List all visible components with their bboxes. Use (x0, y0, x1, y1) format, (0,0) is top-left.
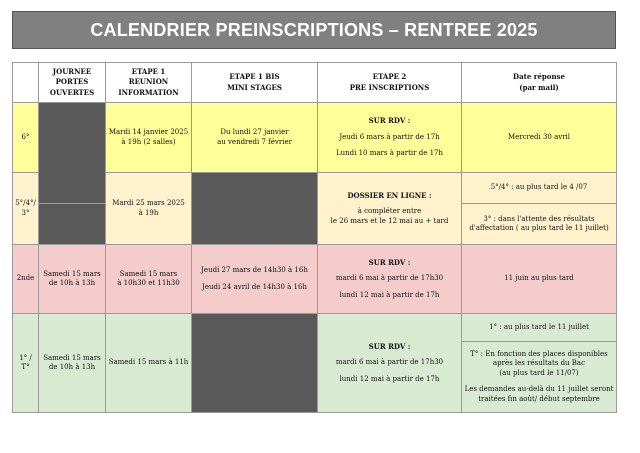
reponse-lycee-c-line: Les demandes au-delà du 11 juillet seront (464, 385, 614, 394)
reponse-lycee-b-line: après les résultats du Bac (492, 359, 586, 368)
header-etape2-line: PRE INSCRIPTIONS (349, 82, 430, 92)
etape2-college-head: DOSSIER EN LIGNE : (347, 190, 432, 200)
etape1bis-sixieme (192, 103, 318, 173)
header-journee-line: JOURNEE (52, 67, 92, 77)
reponse-seconde: 11 juin au plus tard (462, 245, 617, 314)
etape1-seconde-line: Samedi 15 mars (119, 269, 178, 278)
header-empty (13, 63, 39, 103)
etape2-sixieme-head: SUR RDV : (368, 116, 411, 126)
header-reponse (462, 63, 617, 103)
header-etape1-line: INFORMATION (118, 87, 179, 97)
etape1-college (106, 173, 192, 245)
journee-seconde (39, 245, 106, 314)
etape1-sixieme-line: Mardi 14 janvier 2025 (108, 128, 189, 137)
reponse-lycee-b-line: (au plus tard le 11/07) (499, 368, 579, 377)
etape1bis-sixieme-line: Du lundi 27 janvier (220, 128, 289, 137)
reponse-college-a: 5°/4° : au plus tard le 4 /07 (462, 173, 617, 204)
header-etape1-line: ETAPE 1 (131, 67, 166, 77)
row-label-lycee (13, 314, 39, 413)
header-reponse-line: (par mail) (519, 82, 559, 92)
reponse-college-b-line: d'affectation ( au plus tard le 11 juillet) (469, 224, 609, 232)
row-label-lycee-line: T° (21, 363, 30, 371)
row-label-lycee-line: 1° / (19, 353, 32, 362)
row-seconde (13, 245, 617, 314)
header-journee (39, 63, 106, 103)
page-title: CALENDRIER PREINSCRIPTIONS – RENTREE 2025 (12, 11, 616, 49)
row-lycee (13, 314, 617, 342)
etape2-college (318, 173, 462, 245)
etape2-lycee (318, 314, 462, 413)
etape1bis-sixieme-line: au vendredi 7 février (217, 137, 292, 146)
etape2-seconde (318, 245, 462, 314)
etape2-lycee-line: lundi 12 mai à partir de 17h (339, 374, 440, 383)
etape2-college-line: le 26 mars et le 12 mai au + tard (330, 216, 449, 225)
header-etape2-line: ETAPE 2 (372, 72, 407, 82)
header-journee-line: PORTES (55, 77, 89, 87)
row-label-college (13, 173, 39, 245)
header-etape1-line: REUNION (128, 77, 169, 87)
etape2-sixieme (318, 103, 462, 173)
etape1bis-none-lycee (192, 314, 318, 413)
journee-none-college (39, 103, 106, 204)
row-label-college-line: 5°/4°/ (15, 199, 36, 208)
header-row (13, 63, 617, 103)
etape2-lycee-head: SUR RDV : (368, 341, 411, 351)
reponse-sixieme: Mercredi 30 avril (462, 103, 617, 173)
etape2-seconde-line: lundi 12 mai à partir de 17h (339, 290, 440, 299)
journee-lycee (39, 314, 106, 413)
row-label-college-line: 3° (21, 208, 30, 217)
header-reponse-line: Date réponse (513, 72, 565, 82)
etape1-seconde-line: à 10h30 et 11h30 (117, 279, 180, 287)
row-label-sixieme: 6° (13, 103, 39, 173)
etape1-seconde (106, 245, 192, 314)
etape2-seconde-head: SUR RDV : (368, 257, 411, 267)
calendar-table (12, 62, 617, 413)
etape1-college-line: Mardi 25 mars 2025 (112, 199, 185, 208)
journee-none-college-b (39, 204, 106, 245)
header-etape1bis-line: ETAPE 1 BIS (229, 72, 280, 82)
etape1bis-seconde-line: Jeudi 24 avril de 14h30 à 16h (202, 282, 307, 291)
journee-lycee-line: Samedi 15 mars (43, 353, 101, 362)
etape2-sixieme-line: Lundi 10 mars à partir de 17h (335, 149, 443, 158)
etape1-lycee: Samedi 15 mars à 11h (106, 314, 192, 413)
journee-seconde-line: de 10h à 13h (48, 279, 96, 287)
journee-seconde-line: Samedi 15 mars (43, 269, 101, 278)
header-journee-line: OUVERTES (49, 87, 95, 97)
reponse-lycee-b-line: T° : En fonction des places disponibles (470, 349, 608, 358)
reponse-lycee-c-line: traitées fin août/ début septembre (478, 394, 600, 403)
etape2-sixieme-line: Jeudi 6 mars à partir de 17h (339, 132, 440, 141)
etape2-college-line: à compléter entre (357, 207, 422, 216)
etape2-seconde-line: mardi 6 mai à partir de 17h30 (335, 274, 444, 283)
etape1bis-seconde (192, 245, 318, 314)
etape2-lycee-line: mardi 6 mai à partir de 17h30 (335, 358, 444, 367)
reponse-college-b (462, 204, 617, 245)
etape1-college-line: à 19h (138, 208, 159, 217)
reponse-lycee-a: 1° : au plus tard le 11 juillet (462, 314, 617, 342)
header-etape1 (106, 63, 192, 103)
etape1-sixieme (106, 103, 192, 173)
reponse-lycee-b (462, 342, 617, 413)
etape1bis-seconde-line: Jeudi 27 mars de 14h30 à 16h (201, 266, 308, 275)
journee-lycee-line: de 10h à 13h (48, 363, 96, 371)
header-etape1bis-line: MINI STAGES (227, 82, 282, 92)
row-sixieme (13, 103, 617, 173)
header-etape2 (318, 63, 462, 103)
header-etape1bis (192, 63, 318, 103)
etape1-sixieme-line: à 19h (2 salles) (121, 137, 176, 146)
reponse-college-b-line: 3° : dans l'attente des résultats (483, 214, 595, 223)
etape1bis-none-college (192, 173, 318, 245)
row-label-seconde: 2nde (13, 245, 39, 314)
